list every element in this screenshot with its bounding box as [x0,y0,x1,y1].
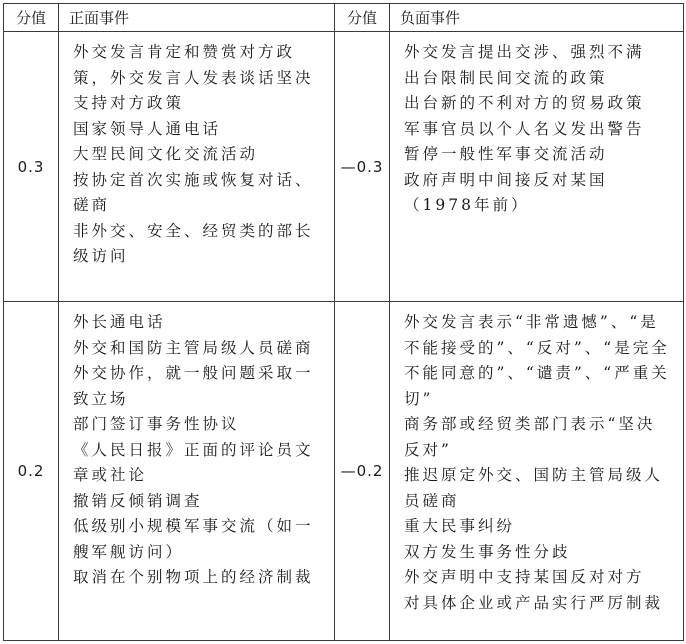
positive-score: 0.2 [4,302,59,641]
negative-event: 重大民事纠纷 [404,517,516,535]
positive-event: 外交协作，就一般问题采取一致立场 [73,364,314,408]
header-negative: 负面事件 [390,4,684,32]
positive-score: 0.3 [4,32,59,302]
negative-event: 暂停一般性军事交流活动 [404,145,608,163]
positive-events-cell [59,32,335,302]
negative-score: —0.3 [335,32,390,302]
positive-events-cell [59,302,335,641]
header-score: 分值 [4,4,59,32]
negative-event: 政府声明中间接反对某国（1978年前） [404,170,608,214]
negative-event: 商务部或经贸类部门表示“坚决反对” [404,415,656,459]
negative-event: 军事官员以个人名义发出警告 [404,119,645,138]
positive-event: 外长通电话 [73,313,166,331]
negative-event: 双方发生事务性分歧 [404,542,571,561]
negative-event: 出台限制民间交流的政策 [404,68,608,87]
negative-event: 对具体企业或产品实行严厉制裁 [404,593,664,612]
row-0-3 [4,32,684,302]
negative-events-cell [390,32,684,302]
positive-event: 外交发言肯定和赞赏对方政策，外交发言人发表谈话坚决支持对方政策 [73,43,314,112]
positive-event: 撤销反倾销调查 [73,491,203,510]
negative-event: 外交声明中支持某国反对对方 [404,568,645,586]
positive-event: 部门签订事务性协议 [73,415,240,433]
header-positive: 正面事件 [59,4,335,32]
header-score-2: 分值 [335,4,390,32]
event-score-table [3,3,684,641]
positive-event: 《人民日报》正面的评论员文章或社论 [73,440,314,484]
negative-event: 外交发言表示“非常遗憾”、“是不能接受的”、“反对”、“是完全不能同意的”、“谴责”、“严重关切” [404,313,670,408]
positive-event: 大型民间文化交流活动 [73,145,259,163]
positive-event: 取消在个别物项上的经济制裁 [73,568,314,586]
negative-event: 外交发言提出交涉、强烈不满 [404,43,645,61]
positive-event: 国家领导人通电话 [73,119,222,138]
header-row [4,4,684,32]
positive-event: 低级别小规模军事交流（如一艘军舰访问） [73,517,314,561]
positive-event: 外交和国防主管局级人员磋商 [73,338,314,357]
positive-event: 非外交、安全、经贸类的部长级访问 [73,221,314,265]
negative-events-cell [390,302,684,641]
positive-event: 按协定首次实施或恢复对话、磋商 [73,170,314,214]
row-0-2 [4,302,684,641]
negative-event: 出台新的不利对方的贸易政策 [404,94,645,112]
negative-score: —0.2 [335,302,390,641]
negative-event: 推迟原定外交、国防主管局级人员磋商 [404,466,664,510]
